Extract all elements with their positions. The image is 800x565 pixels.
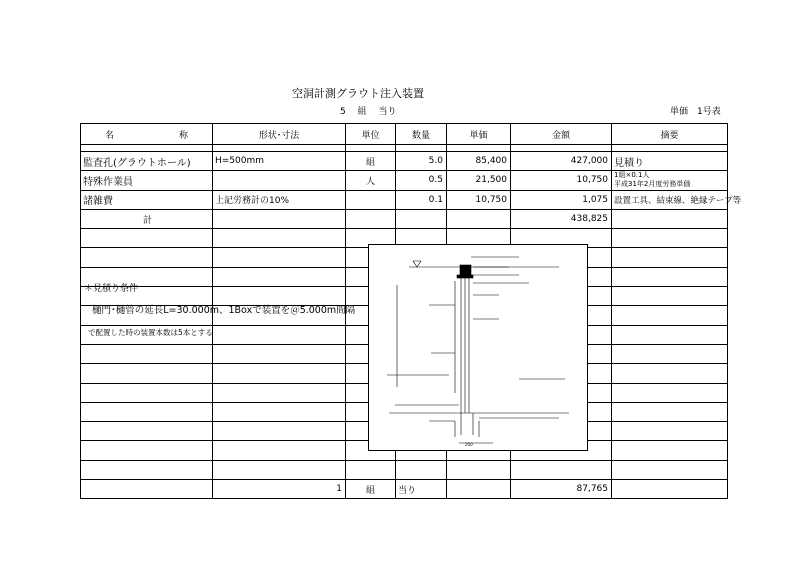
unit-price-ref: 単価 1号表: [670, 107, 721, 117]
col-qty-header: 数量: [396, 124, 447, 145]
spacer-row: [81, 145, 728, 152]
col-spec-header: 形状･寸法: [213, 124, 346, 145]
total-row: 計 438,825: [81, 209, 728, 228]
conditions-heading: ＊見積り条件: [84, 284, 139, 294]
header-row: [81, 124, 728, 145]
conditions-line-1: 樋門･樋管の延長L=30.000m、1Boxで装置を＠5.000m間隔: [92, 305, 356, 316]
page-title: 空洞計測グラウト注入装置: [292, 87, 424, 100]
table-row: 特殊作業員 人 0.5 21,500 10,750 1組×0.1人 平成31年2月度労務単価: [81, 171, 728, 190]
conditions-line-2: で配置した時の装置本数は5本とする: [88, 328, 213, 337]
col-unit-header: 単位: [346, 124, 396, 145]
installation-diagram: [369, 245, 587, 450]
svg-text:200: 200: [465, 442, 473, 447]
col-name-header: 名 称: [81, 124, 213, 145]
footer-row: 1 組 当り 87,765: [81, 480, 728, 499]
col-note-header: 摘要: [612, 124, 728, 145]
quantity-note: 5 組 当り: [340, 107, 397, 117]
installation-drawing: [368, 244, 588, 451]
table-row: 監査孔(グラウトホール) H=500mm 組 5.0 85,400 427,000 見積り: [81, 152, 728, 171]
col-price-header: 単価: [447, 124, 511, 145]
table-row: 諸雑費 上記労務計の10% 0.1 10,750 1,075 設置工具、結束線、絶縁テープ等: [81, 190, 728, 209]
col-amount-header: 金額: [511, 124, 612, 145]
